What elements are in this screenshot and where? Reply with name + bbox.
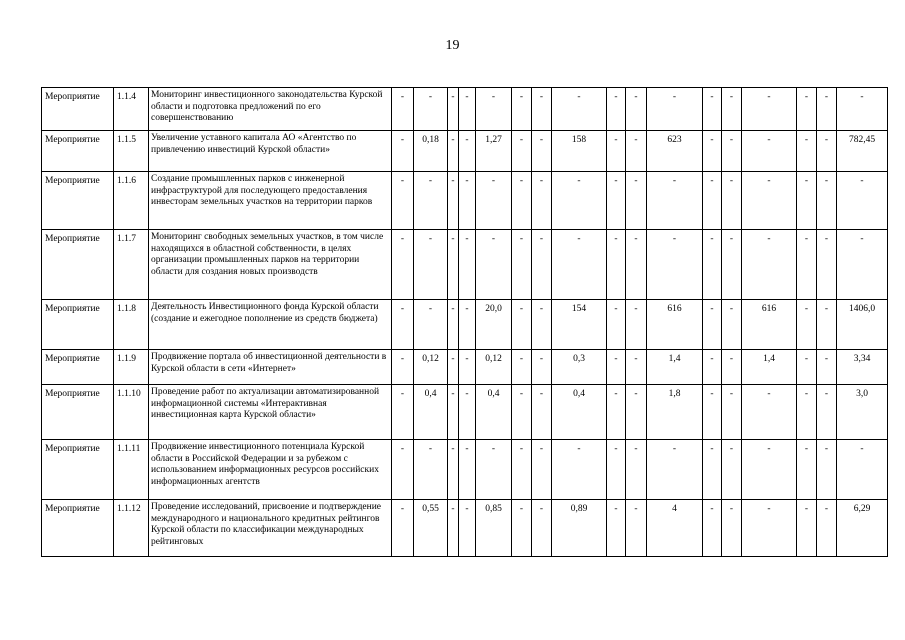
value-cell: - bbox=[392, 172, 414, 230]
value-cell: 0,89 bbox=[552, 500, 607, 557]
value-cell: - bbox=[817, 300, 837, 350]
value-cell: - bbox=[532, 230, 552, 300]
value-cell: - bbox=[414, 88, 448, 131]
value-cell: - bbox=[797, 385, 817, 440]
value-cell: - bbox=[512, 385, 532, 440]
value-cell: 1,4 bbox=[742, 350, 797, 385]
value-cell: - bbox=[392, 385, 414, 440]
value-cell: - bbox=[459, 500, 476, 557]
value-cell: - bbox=[703, 440, 722, 500]
table-row bbox=[42, 350, 888, 385]
value-cell: - bbox=[647, 230, 703, 300]
value-cell: - bbox=[448, 440, 459, 500]
row-name-cell: Проведение исследований, присвоение и подтверждение международного и национального кредитных рейтингов Курской области по классификации международных рейтинговых bbox=[149, 500, 392, 557]
value-cell: - bbox=[722, 230, 742, 300]
row-number-cell: 1.1.10 bbox=[114, 385, 149, 440]
value-cell: - bbox=[647, 88, 703, 131]
row-type-cell: Мероприятие bbox=[42, 230, 114, 300]
value-cell: - bbox=[392, 131, 414, 172]
value-cell: 3,34 bbox=[837, 350, 888, 385]
value-cell: - bbox=[476, 230, 512, 300]
row-number-cell: 1.1.11 bbox=[114, 440, 149, 500]
table-row bbox=[42, 88, 888, 131]
value-cell: - bbox=[476, 440, 512, 500]
value-cell: 1406,0 bbox=[837, 300, 888, 350]
row-type-cell: Мероприятие bbox=[42, 88, 114, 131]
value-cell: - bbox=[626, 230, 647, 300]
row-type-cell: Мероприятие bbox=[42, 440, 114, 500]
value-cell: - bbox=[837, 172, 888, 230]
value-cell: - bbox=[722, 350, 742, 385]
row-type-cell: Мероприятие bbox=[42, 300, 114, 350]
value-cell: - bbox=[797, 172, 817, 230]
value-cell: 0,85 bbox=[476, 500, 512, 557]
value-cell: - bbox=[607, 440, 626, 500]
table-row bbox=[42, 440, 888, 500]
value-cell: - bbox=[797, 131, 817, 172]
value-cell: 6,29 bbox=[837, 500, 888, 557]
value-cell: - bbox=[392, 440, 414, 500]
value-cell: - bbox=[392, 230, 414, 300]
value-cell: - bbox=[647, 440, 703, 500]
value-cell: - bbox=[459, 88, 476, 131]
value-cell: 0,3 bbox=[552, 350, 607, 385]
value-cell: - bbox=[459, 131, 476, 172]
table-row bbox=[42, 230, 888, 300]
value-cell: 0,18 bbox=[414, 131, 448, 172]
value-cell: - bbox=[448, 230, 459, 300]
table-row bbox=[42, 172, 888, 230]
value-cell: - bbox=[512, 300, 532, 350]
row-type-cell: Мероприятие bbox=[42, 131, 114, 172]
value-cell: - bbox=[607, 350, 626, 385]
value-cell: - bbox=[626, 500, 647, 557]
value-cell: - bbox=[626, 440, 647, 500]
value-cell: - bbox=[722, 172, 742, 230]
value-cell: 0,55 bbox=[414, 500, 448, 557]
value-cell: 782,45 bbox=[837, 131, 888, 172]
value-cell: - bbox=[817, 131, 837, 172]
value-cell: - bbox=[703, 172, 722, 230]
value-cell: - bbox=[512, 440, 532, 500]
value-cell: - bbox=[448, 131, 459, 172]
value-cell: 0,12 bbox=[414, 350, 448, 385]
value-cell: - bbox=[742, 131, 797, 172]
row-type-cell: Мероприятие bbox=[42, 350, 114, 385]
row-name-cell: Продвижение портала об инвестиционной деятельности в Курской области в сети «Интернет» bbox=[149, 350, 392, 385]
value-cell: 3,0 bbox=[837, 385, 888, 440]
value-cell: - bbox=[703, 131, 722, 172]
row-name-cell: Деятельность Инвестиционного фонда Курской области (создание и ежегодное пополнение из средств бюджета) bbox=[149, 300, 392, 350]
value-cell: 0,4 bbox=[476, 385, 512, 440]
value-cell: 1,27 bbox=[476, 131, 512, 172]
value-cell: - bbox=[703, 230, 722, 300]
value-cell: - bbox=[512, 172, 532, 230]
value-cell: - bbox=[414, 440, 448, 500]
value-cell: - bbox=[552, 440, 607, 500]
value-cell: - bbox=[459, 172, 476, 230]
value-cell: - bbox=[459, 300, 476, 350]
value-cell: - bbox=[552, 88, 607, 131]
value-cell: - bbox=[742, 230, 797, 300]
value-cell: - bbox=[414, 172, 448, 230]
value-cell: - bbox=[532, 131, 552, 172]
row-number-cell: 1.1.12 bbox=[114, 500, 149, 557]
value-cell: - bbox=[722, 440, 742, 500]
value-cell: - bbox=[817, 88, 837, 131]
value-cell: - bbox=[414, 230, 448, 300]
value-cell: - bbox=[512, 230, 532, 300]
value-cell: - bbox=[797, 440, 817, 500]
value-cell: - bbox=[817, 350, 837, 385]
value-cell: - bbox=[626, 350, 647, 385]
value-cell: - bbox=[392, 500, 414, 557]
value-cell: - bbox=[448, 500, 459, 557]
value-cell: - bbox=[532, 350, 552, 385]
value-cell: - bbox=[837, 230, 888, 300]
value-cell: - bbox=[512, 350, 532, 385]
value-cell: - bbox=[459, 440, 476, 500]
value-cell: - bbox=[703, 385, 722, 440]
value-cell: - bbox=[797, 350, 817, 385]
value-cell: - bbox=[459, 230, 476, 300]
row-name-cell: Продвижение инвестиционного потенциала Курской области в Российской Федерации и за рубежом с использованием информационных ресурсов российских информационных агентств bbox=[149, 440, 392, 500]
value-cell: - bbox=[552, 230, 607, 300]
value-cell: 20,0 bbox=[476, 300, 512, 350]
value-cell: - bbox=[742, 172, 797, 230]
value-cell: 616 bbox=[647, 300, 703, 350]
value-cell: - bbox=[607, 230, 626, 300]
value-cell: - bbox=[797, 230, 817, 300]
value-cell: - bbox=[552, 172, 607, 230]
value-cell: - bbox=[817, 230, 837, 300]
value-cell: - bbox=[392, 88, 414, 131]
table-row bbox=[42, 300, 888, 350]
value-cell: 1,4 bbox=[647, 350, 703, 385]
row-number-cell: 1.1.9 bbox=[114, 350, 149, 385]
value-cell: - bbox=[742, 440, 797, 500]
row-name-cell: Увеличение уставного капитала АО «Агентство по привлечению инвестиций Курской области» bbox=[149, 131, 392, 172]
value-cell: - bbox=[837, 88, 888, 131]
value-cell: - bbox=[742, 500, 797, 557]
value-cell: - bbox=[837, 440, 888, 500]
value-cell: - bbox=[647, 172, 703, 230]
table-row bbox=[42, 500, 888, 557]
value-cell: - bbox=[722, 385, 742, 440]
value-cell: - bbox=[797, 500, 817, 557]
value-cell: 154 bbox=[552, 300, 607, 350]
row-name-cell: Проведение работ по актуализации автоматизированной информационной системы «Интерактивная инвестиционная карта Курской области» bbox=[149, 385, 392, 440]
value-cell: - bbox=[448, 88, 459, 131]
row-number-cell: 1.1.5 bbox=[114, 131, 149, 172]
value-cell: 1,8 bbox=[647, 385, 703, 440]
value-cell: - bbox=[448, 385, 459, 440]
value-cell: - bbox=[476, 172, 512, 230]
value-cell: - bbox=[607, 131, 626, 172]
value-cell: - bbox=[722, 131, 742, 172]
value-cell: - bbox=[607, 88, 626, 131]
value-cell: 4 bbox=[647, 500, 703, 557]
value-cell: - bbox=[532, 172, 552, 230]
value-cell: - bbox=[448, 350, 459, 385]
value-cell: - bbox=[703, 88, 722, 131]
value-cell: - bbox=[532, 88, 552, 131]
value-cell: - bbox=[392, 300, 414, 350]
value-cell: - bbox=[607, 385, 626, 440]
value-cell: - bbox=[722, 300, 742, 350]
value-cell: - bbox=[703, 300, 722, 350]
value-cell: 616 bbox=[742, 300, 797, 350]
row-number-cell: 1.1.7 bbox=[114, 230, 149, 300]
value-cell: 0,4 bbox=[414, 385, 448, 440]
value-cell: - bbox=[512, 88, 532, 131]
table-body bbox=[42, 88, 888, 557]
value-cell: - bbox=[512, 131, 532, 172]
row-type-cell: Мероприятие bbox=[42, 500, 114, 557]
value-cell: 0,12 bbox=[476, 350, 512, 385]
value-cell: - bbox=[459, 350, 476, 385]
table-row bbox=[42, 131, 888, 172]
row-name-cell: Создание промышленных парков с инженерной инфраструктурой для последующего предоставления инвесторам земельных участков на территории парков bbox=[149, 172, 392, 230]
row-number-cell: 1.1.4 bbox=[114, 88, 149, 131]
value-cell: 158 bbox=[552, 131, 607, 172]
value-cell: - bbox=[703, 350, 722, 385]
value-cell: - bbox=[414, 300, 448, 350]
value-cell: - bbox=[817, 172, 837, 230]
value-cell: - bbox=[532, 385, 552, 440]
budget-table bbox=[41, 87, 888, 557]
value-cell: - bbox=[626, 385, 647, 440]
row-number-cell: 1.1.8 bbox=[114, 300, 149, 350]
row-number-cell: 1.1.6 bbox=[114, 172, 149, 230]
value-cell: - bbox=[626, 300, 647, 350]
value-cell: - bbox=[532, 440, 552, 500]
value-cell: - bbox=[459, 385, 476, 440]
value-cell: - bbox=[797, 88, 817, 131]
value-cell: - bbox=[476, 88, 512, 131]
table-row bbox=[42, 385, 888, 440]
value-cell: - bbox=[742, 385, 797, 440]
value-cell: - bbox=[817, 500, 837, 557]
value-cell: - bbox=[392, 350, 414, 385]
value-cell: - bbox=[742, 88, 797, 131]
row-name-cell: Мониторинг свободных земельных участков, в том числе находящихся в областной собственности, в целях организации промышленных парков на территории области для создания новых производств bbox=[149, 230, 392, 300]
value-cell: - bbox=[448, 172, 459, 230]
value-cell: - bbox=[703, 500, 722, 557]
row-type-cell: Мероприятие bbox=[42, 172, 114, 230]
value-cell: 623 bbox=[647, 131, 703, 172]
value-cell: - bbox=[722, 500, 742, 557]
value-cell: - bbox=[448, 300, 459, 350]
value-cell: - bbox=[797, 300, 817, 350]
value-cell: - bbox=[722, 88, 742, 131]
value-cell: - bbox=[532, 300, 552, 350]
value-cell: - bbox=[817, 385, 837, 440]
value-cell: - bbox=[817, 440, 837, 500]
value-cell: - bbox=[607, 172, 626, 230]
value-cell: 0,4 bbox=[552, 385, 607, 440]
value-cell: - bbox=[626, 131, 647, 172]
value-cell: - bbox=[626, 172, 647, 230]
value-cell: - bbox=[532, 500, 552, 557]
value-cell: - bbox=[626, 88, 647, 131]
row-type-cell: Мероприятие bbox=[42, 385, 114, 440]
row-name-cell: Мониторинг инвестиционного законодательства Курской области и подготовка предложений по его совершенствованию bbox=[149, 88, 392, 131]
value-cell: - bbox=[512, 500, 532, 557]
page-number: 19 bbox=[445, 38, 460, 53]
value-cell: - bbox=[607, 500, 626, 557]
value-cell: - bbox=[607, 300, 626, 350]
